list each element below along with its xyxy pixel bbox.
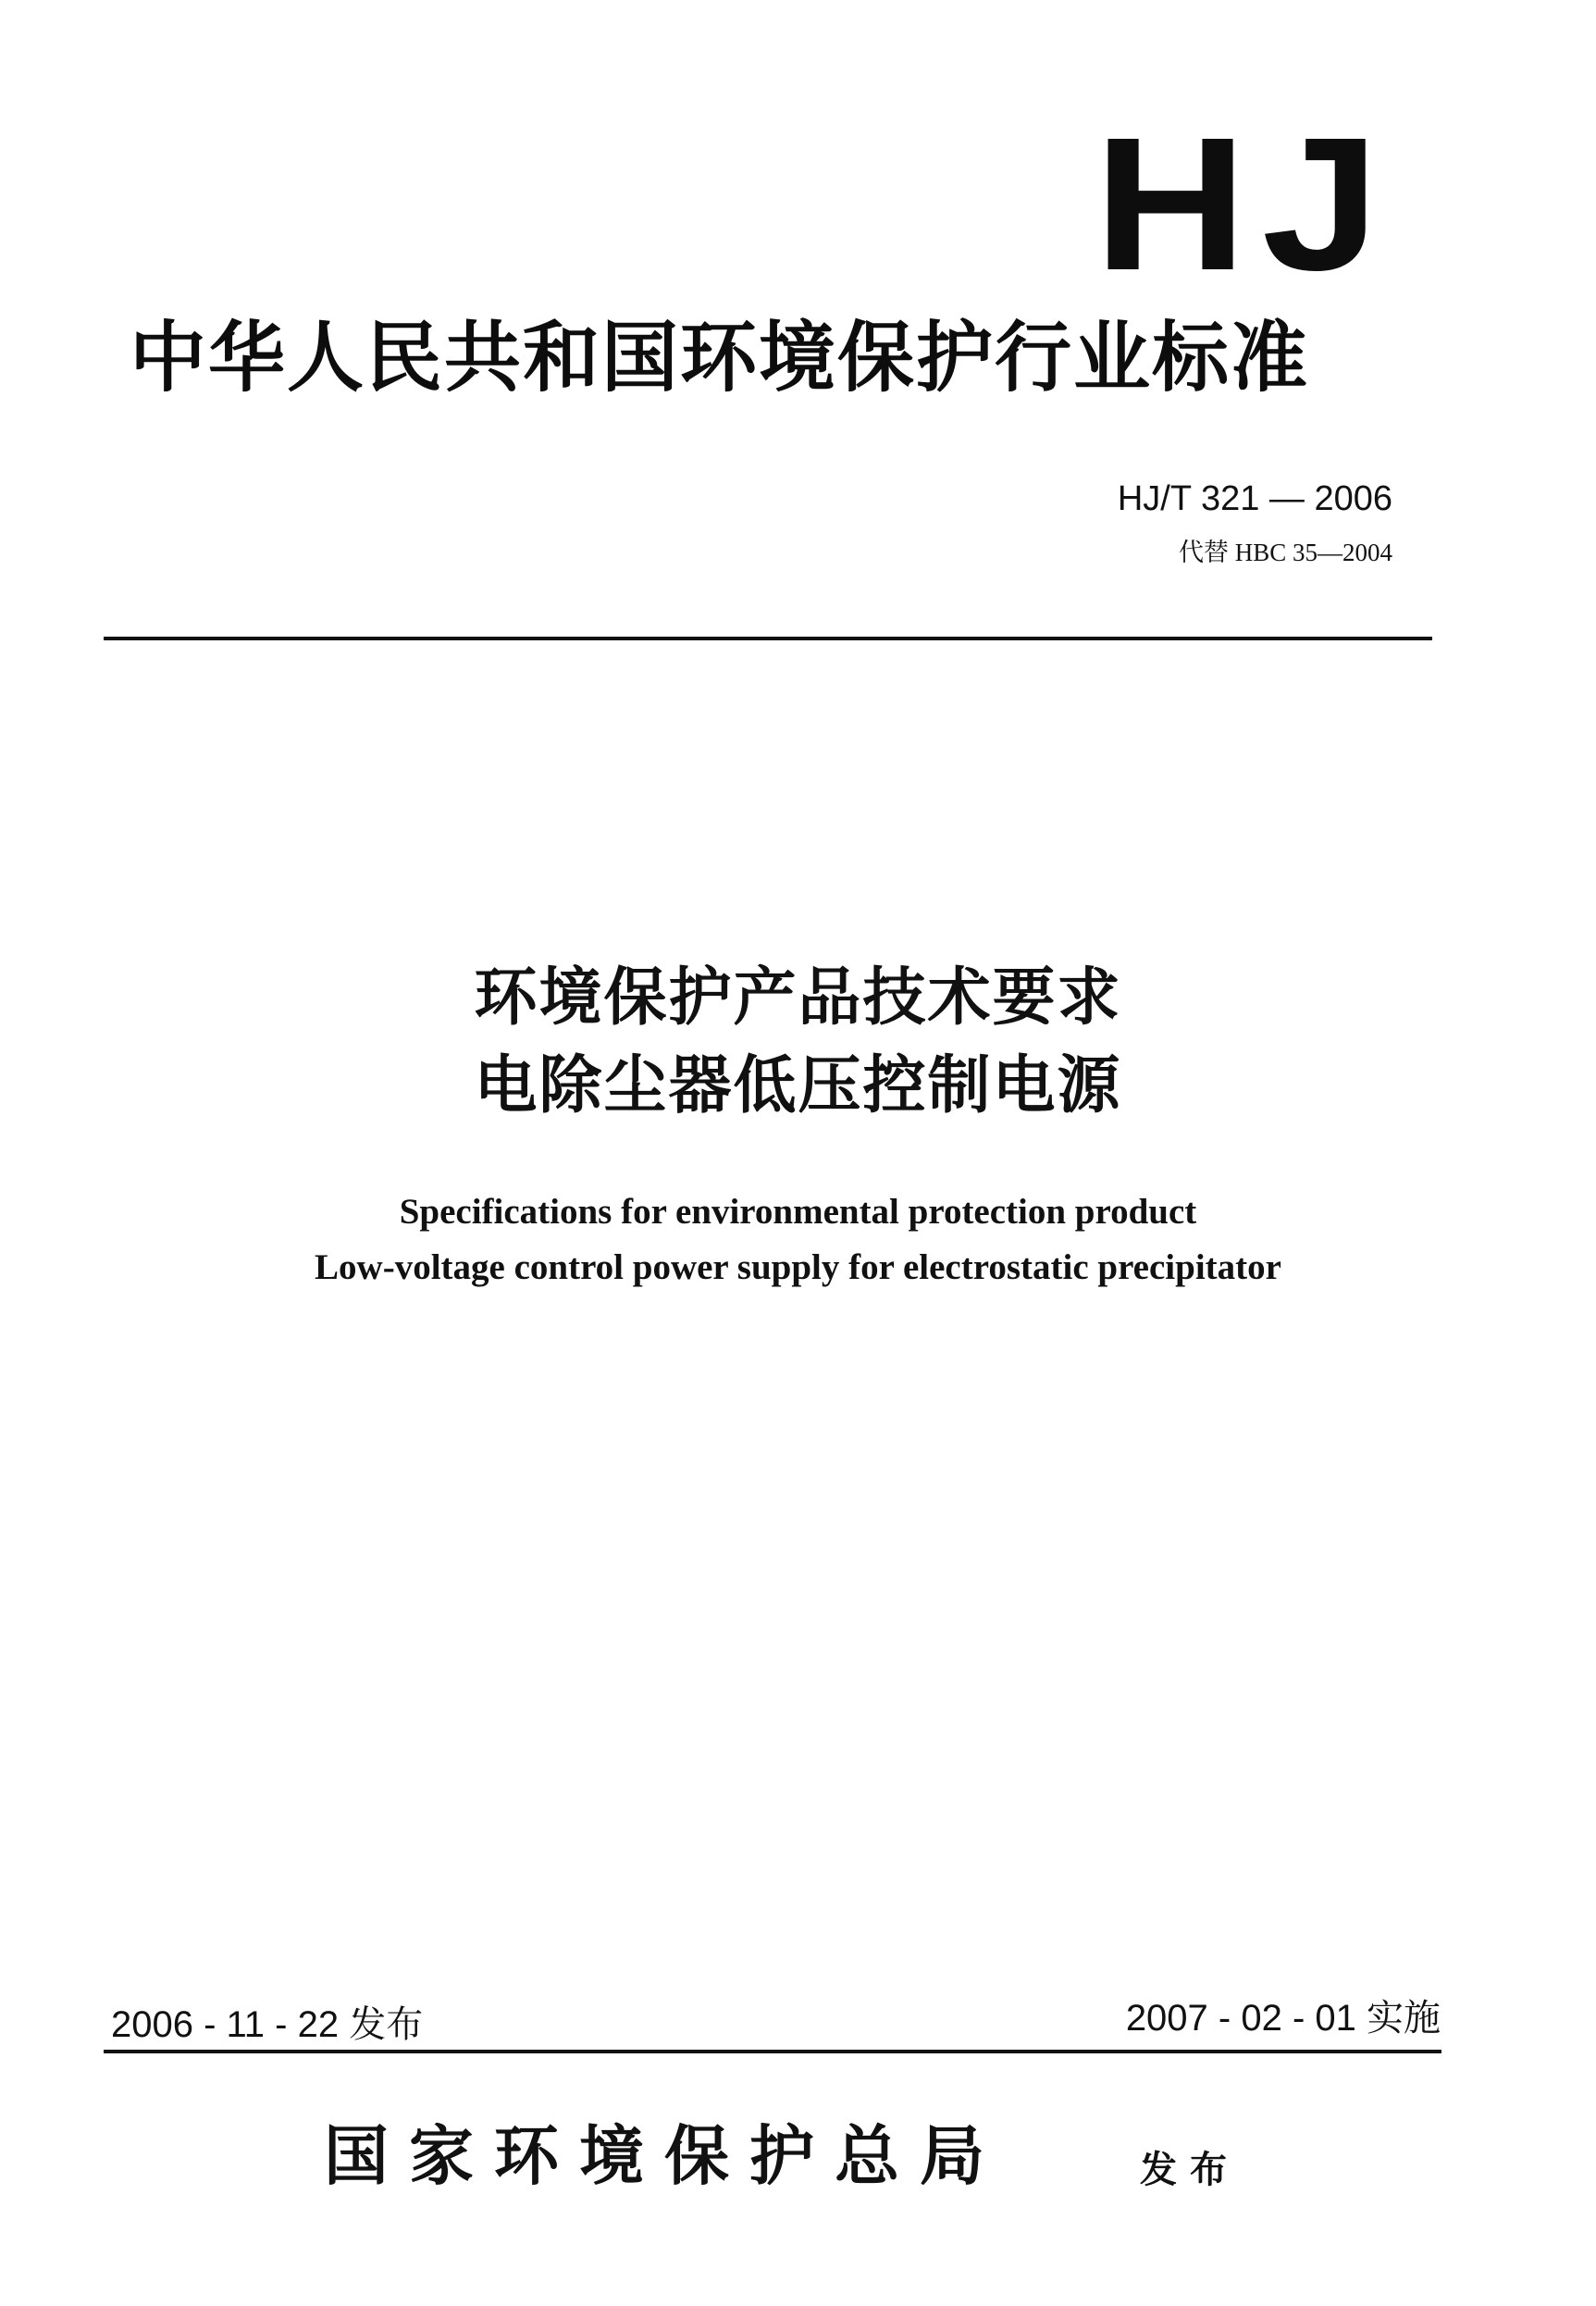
standard-number: HJ/T 321 — 2006 <box>1117 479 1392 518</box>
implementation-date: 2007 - 02 - 01 实施 <box>1125 1998 1441 2039</box>
standard-category-title: 中华人民共和国环境保护行业标准 <box>130 312 1309 403</box>
replaces-standard: 代替 HBC 35—2004 <box>1178 539 1392 566</box>
top-divider <box>104 637 1432 640</box>
bottom-divider <box>104 2050 1441 2053</box>
english-title-line-1: Specifications for environmental protection product <box>399 1192 1197 1232</box>
publish-label: 发布 <box>1140 2148 1240 2191</box>
hj-logo: HJ <box>1094 98 1394 310</box>
chinese-title-line-1: 环境保护产品技术要求 <box>474 961 1122 1035</box>
publisher-name: 国家环境保护总局 <box>324 2117 1005 2194</box>
english-title-line-2: Low-voltage control power supply for electrostatic precipitator <box>315 1247 1281 1287</box>
issue-date: 2006 - 11 - 22 发布 <box>111 2004 424 2045</box>
chinese-title-line-2: 电除尘器低压控制电源 <box>474 1049 1122 1122</box>
